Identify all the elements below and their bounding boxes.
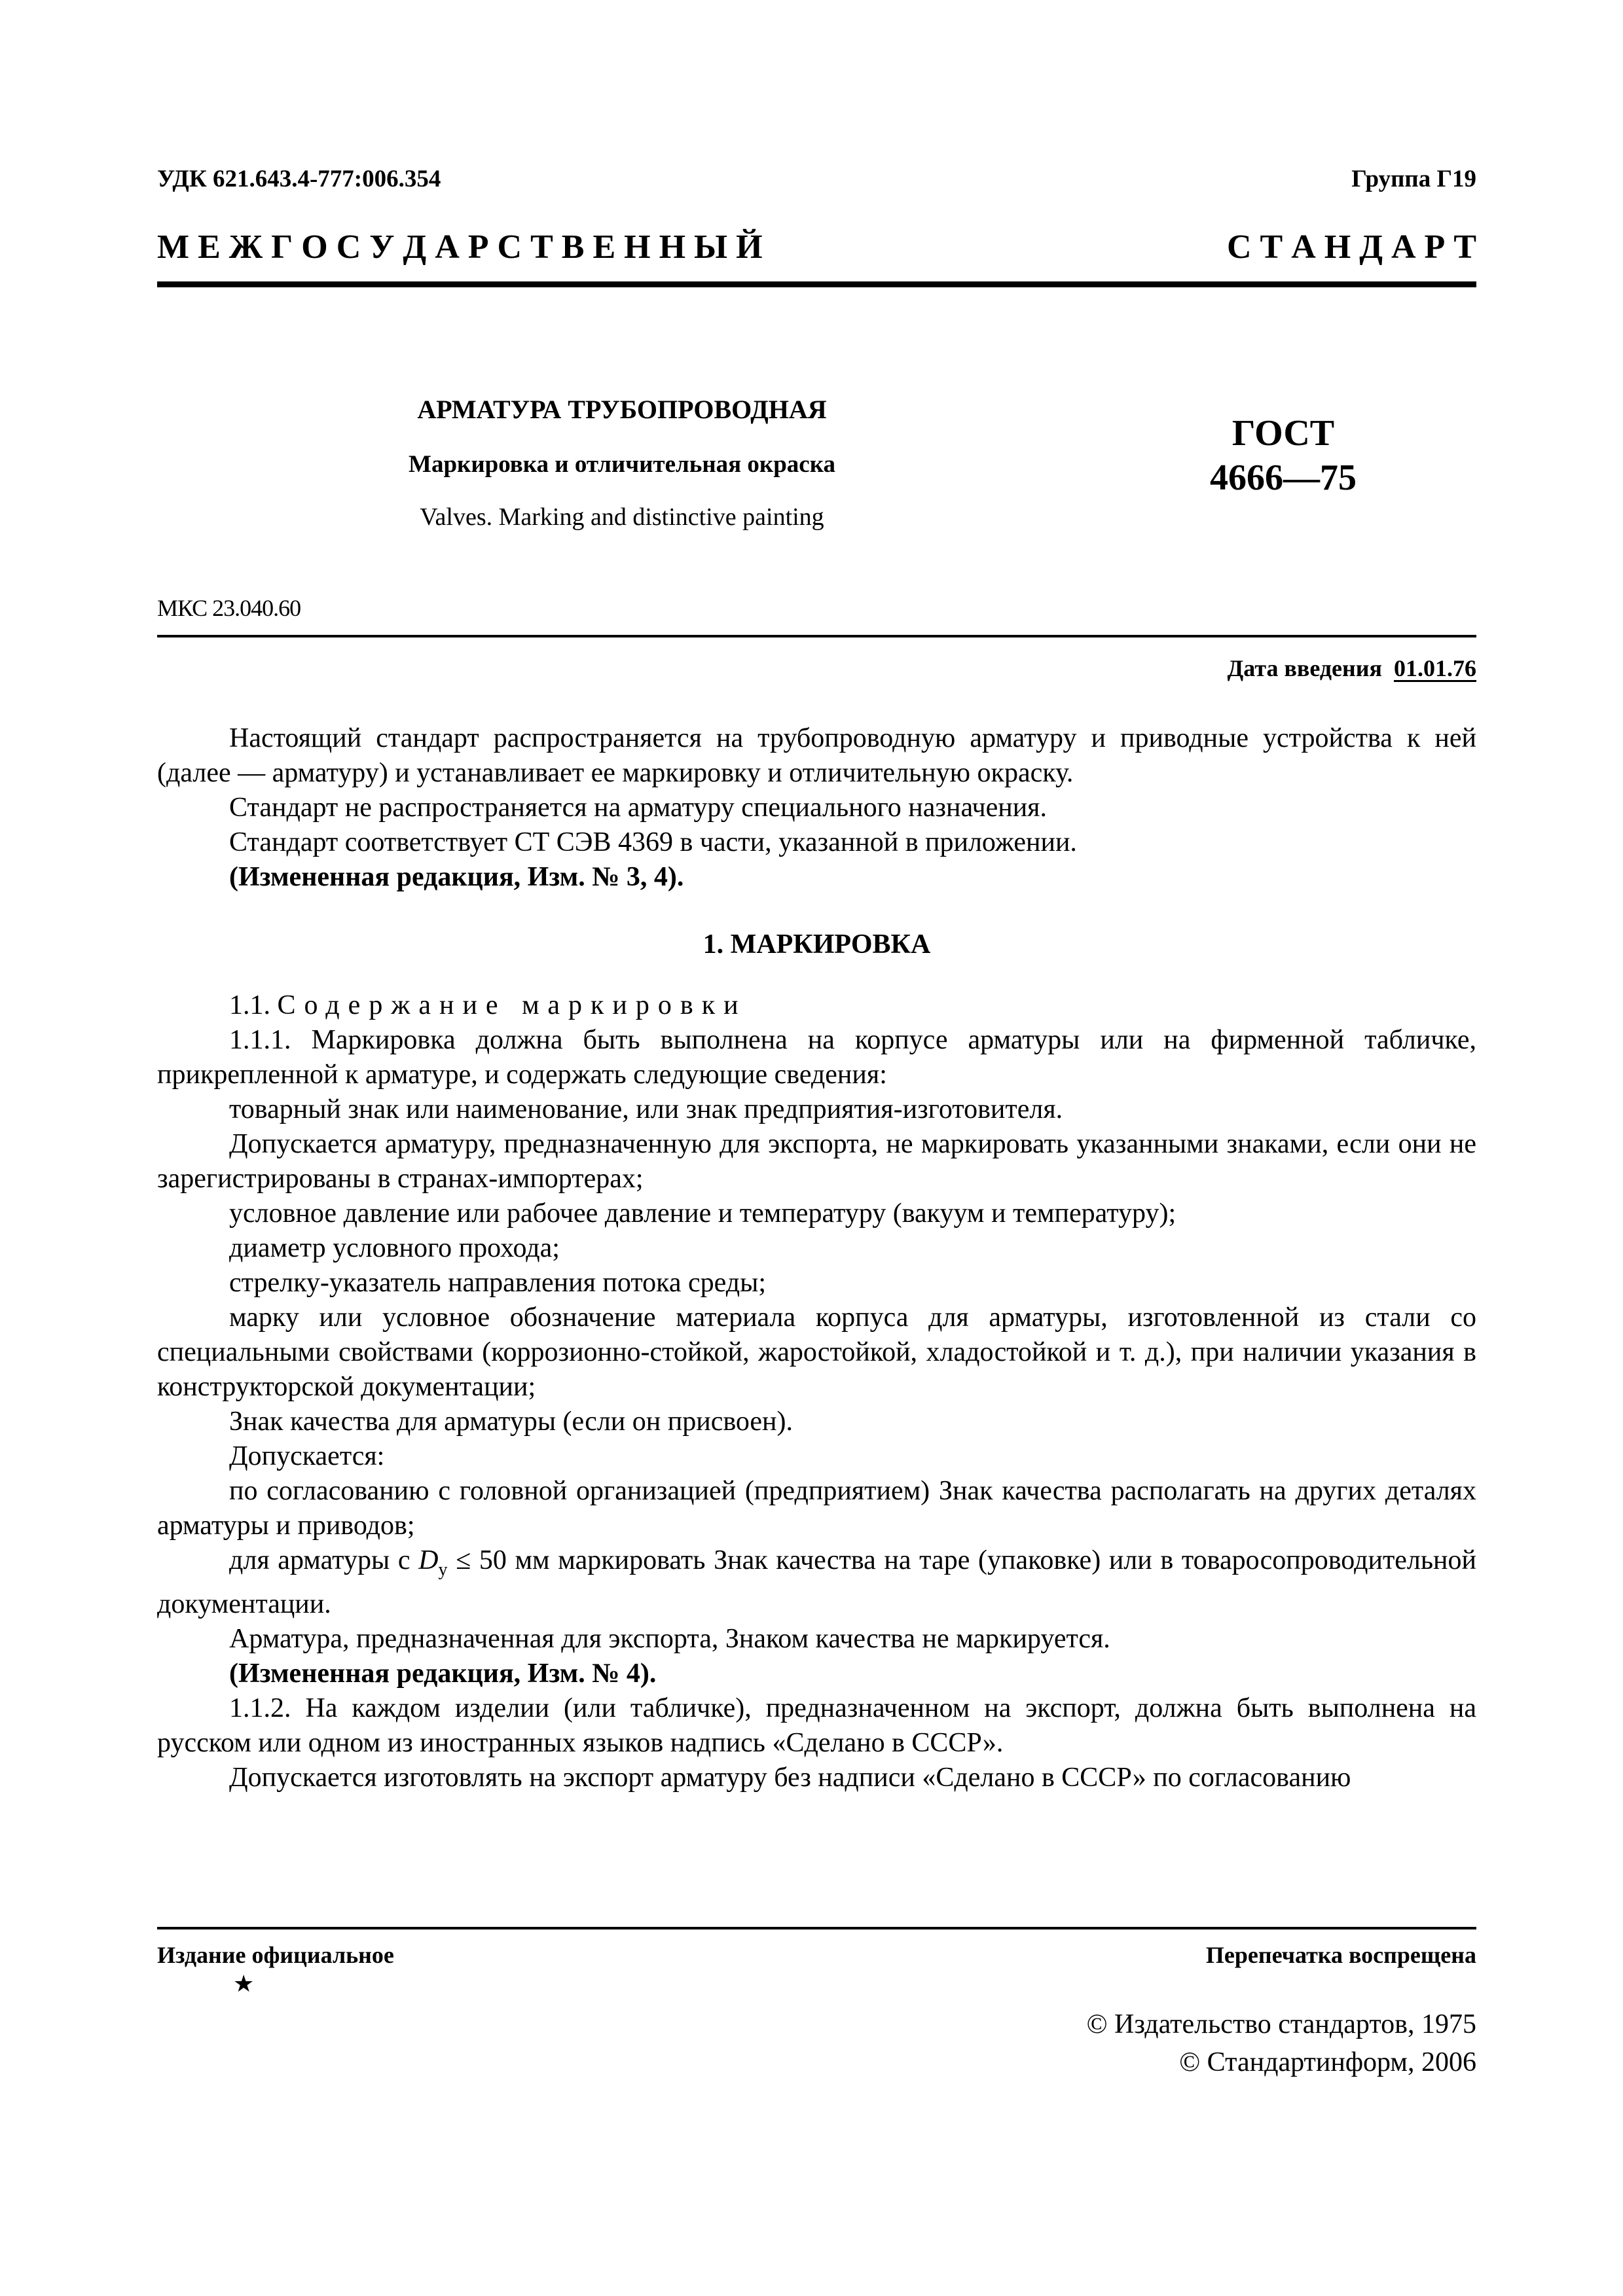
subsection-number: 1.1. [229,990,270,1020]
section-heading: 1. МАРКИРОВКА [702,929,931,960]
footer-rule [157,1927,1476,1929]
official-edition-label: Издание официальное [157,1942,394,1968]
paragraph: 1.1.2. На каждом изделии (или табличке), предназначенном на экспорт, должна быть выполнена на русском или одном из иностранных языков надпись «Сделано в СССР». [157,1693,1476,1758]
paragraph-text: для арматуры с [229,1545,410,1575]
banner-word-standard: С Т А Н Д А Р Т [1226,228,1476,266]
amendment-note: (Измененная редакция, Изм. № 3, 4). [229,862,684,892]
amendment-note: (Измененная редакция, Изм. № 4). [229,1659,657,1689]
copyright-block [1087,2005,1476,2081]
paragraph: 1.1.1. Маркировка должна быть выполнена на корпусе арматуры или на фирменной табличке, прикрепленной к арматуре, и содержать следующие сведения: [157,1025,1476,1090]
intro-date [1228,655,1477,682]
gost-designation [1152,411,1414,500]
subsection-title: Содержание маркировки [277,990,747,1020]
reprint-prohibited-label: Перепечатка воспрещена [1205,1942,1476,1968]
paragraph: Допускается изготовлять на экспорт арматуру без надписи «Сделано в СССР» по согласованию [229,1763,1351,1793]
paragraph: Допускается арматуру, предназначенную для экспорта, не маркировать указанными знаками, если они не зарегистрированы в странах-импортерах; [157,1129,1476,1194]
banner-word-interstate: М Е Ж Г О С У Д А Р С Т В Е Н Н Ы Й [157,228,763,266]
intro-date-label: Дата введения [1227,655,1382,681]
paragraph: по согласованию с головной организацией (предприятием) Знак качества располагать на других деталях арматуры и приводов; [157,1476,1476,1541]
standard-banner [157,228,1476,266]
nominal-diameter-symbol: D [418,1545,439,1575]
header-rule [157,281,1476,287]
paragraph: Допускается: [229,1441,385,1471]
paragraph-text: ≤ 50 мм маркировать Знак качества на таре (упаковке) или в товаросопроводительной документации. [157,1545,1477,1619]
mks-code: МКС 23.040.60 [157,595,301,621]
copyright-line: © Издательство стандартов, 1975 [1086,2009,1476,2039]
copyright-line: © Стандартинформ, 2006 [1179,2047,1476,2077]
paragraph: диаметр условного прохода; [229,1233,560,1263]
group-code: Группа Г19 [1351,166,1476,192]
paragraph: Настоящий стандарт распространяется на трубопроводную арматуру и приводные устройства к ней (далее — арматуру) и устанавливает ее маркировку и отличительную окраску. [157,723,1476,788]
gost-label: ГОСТ [1231,413,1335,454]
paragraph: Арматура, предназначенная для экспорта, Знаком качества не маркируется. [229,1624,1110,1654]
document-title-english: Valves. Marking and distinctive painting [420,503,824,531]
gost-number: 4666—75 [1210,457,1357,498]
paragraph: Стандарт не распространяется на арматуру специального назначения. [229,793,1047,823]
title-rule [157,635,1476,637]
paragraph: Знак качества для арматуры (если он присвоен). [229,1407,793,1437]
document-subtitle: Маркировка и отличительная окраска [409,451,835,478]
paragraph: марку или условное обозначение материала корпуса для арматуры, изготовленной из стали со специальными свойствами (коррозионно-стойкой, жаростойкой, хладостойкой и т. д.), при наличии указания в конструкторской документации; [157,1302,1476,1402]
paragraph: стрелку-указатель направления потока среды; [229,1268,767,1298]
nominal-diameter-subscript: y [438,1560,448,1580]
intro-date-value: 01.01.76 [1394,655,1476,681]
paragraph: товарный знак или наименование, или знак предприятия-изготовителя. [229,1094,1063,1124]
star-icon: ★ [233,1971,255,1997]
paragraph: Стандарт соответствует СТ СЭВ 4369 в части, указанной в приложении. [229,827,1077,857]
document-body [157,721,1476,1795]
document-title: АРМАТУРА ТРУБОПРОВОДНАЯ [417,395,827,424]
paragraph: условное давление или рабочее давление и температуру (вакуум и температуру); [229,1198,1176,1229]
udk-code: УДК 621.643.4-777:006.354 [157,166,441,192]
subsection-heading [157,988,1476,1023]
paragraph [157,1543,1476,1622]
